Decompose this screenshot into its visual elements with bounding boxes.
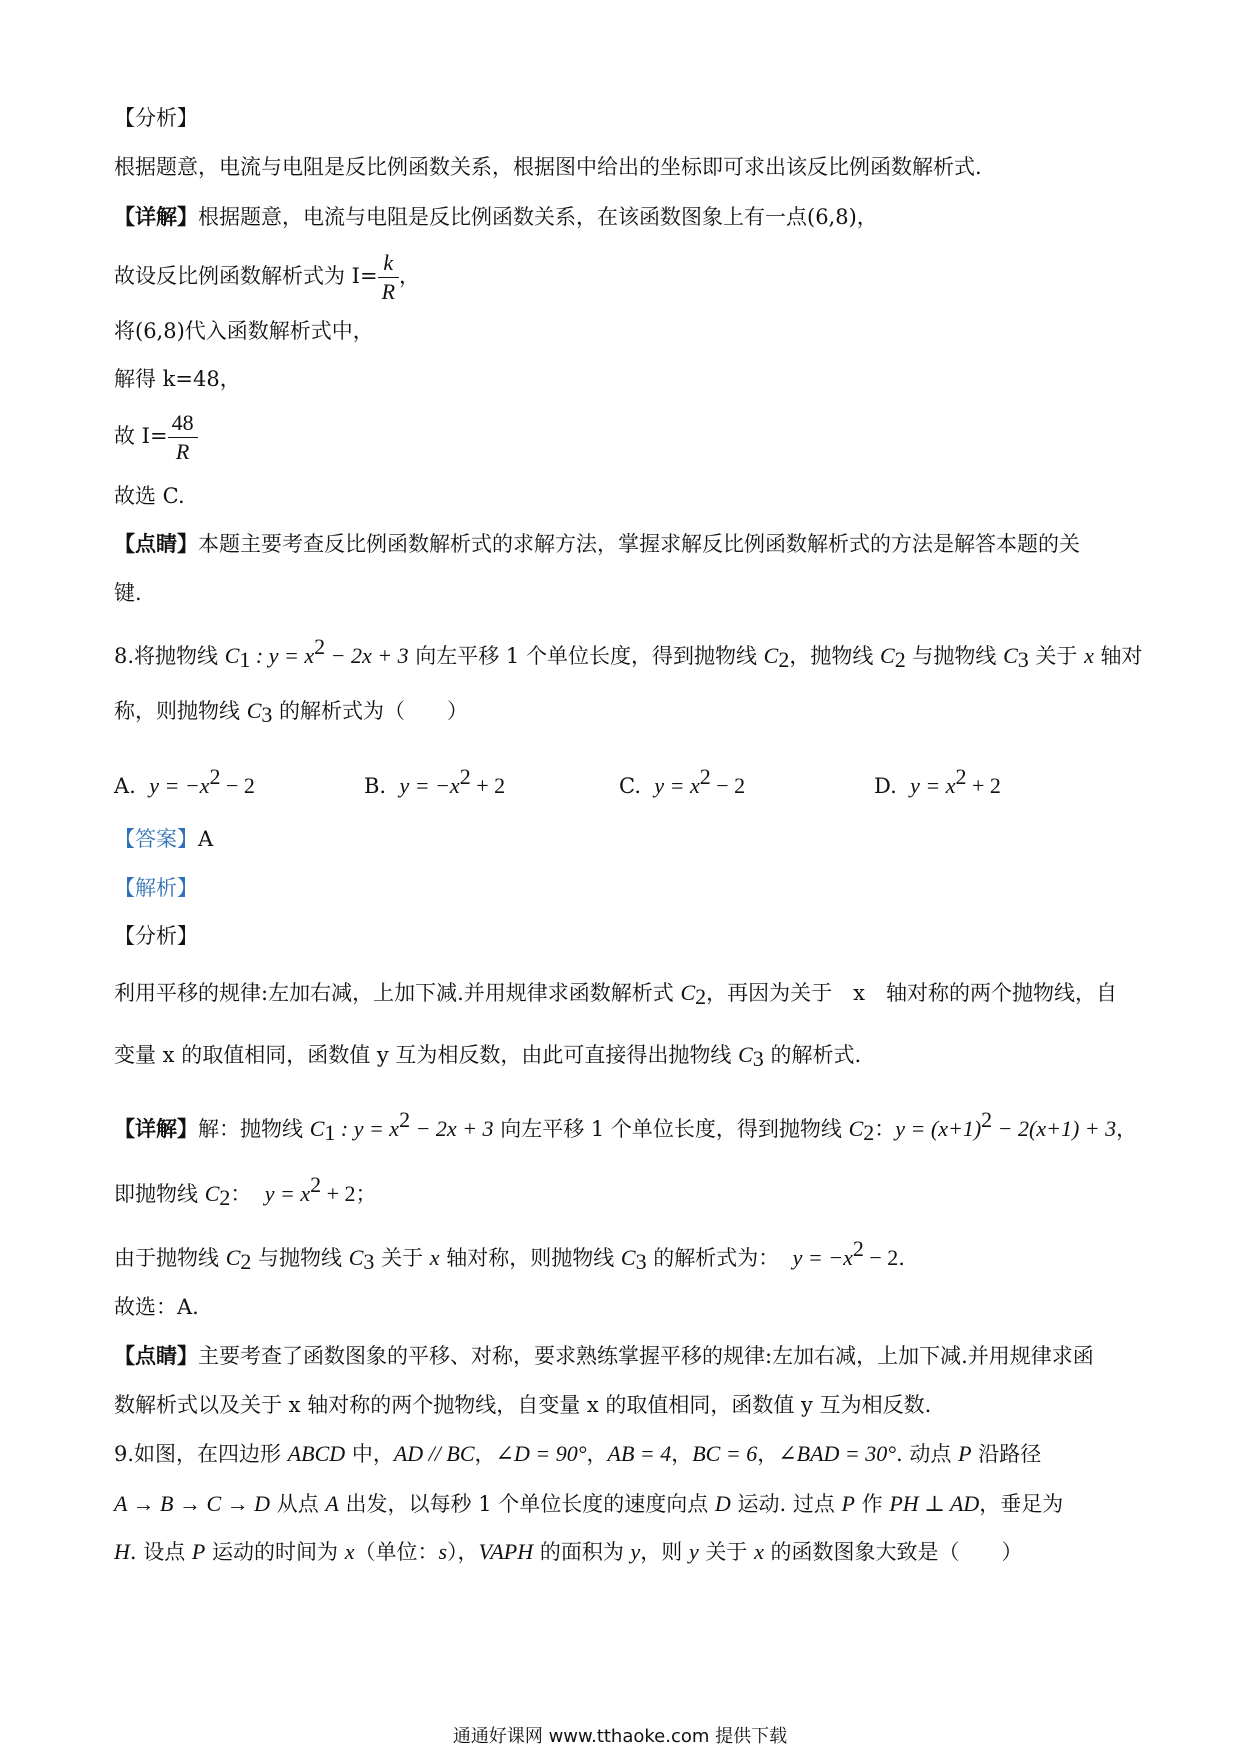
q8-comment-line-2: 数解析式以及关于 x 轴对称的两个抛物线，自变量 x 的取值相同，函数值 y 互为相反数. [114, 1393, 932, 1417]
q7-solve-line: 解得 k=48， [114, 367, 241, 391]
q9-stem-line-1: 9.如图，在四边形 ABCD 中，AD // BC，∠D = 90°，AB = 4，BC = 6，∠BAD = 30°. 动点 P 沿路径 [114, 1441, 1042, 1466]
q7-comment-line-2: 键. [114, 581, 142, 605]
q7-choose-line: 故选 C. [114, 484, 185, 508]
q7-set-function-line: 故设反比例函数解析式为 I= $\frac{k}{R}$ ， [114, 250, 421, 304]
q8-detail-line-2: 即抛物线 $C_2$： $y = x^2 + 2$； [114, 1172, 377, 1210]
q8-answer-value: A [198, 827, 214, 851]
q8-comment-line-1: 【点睛】主要考查了函数图象的平移、对称，要求熟练掌握平移的规律:左加右减，上加下减.并用规律求函 [114, 1343, 1094, 1368]
q8-analysis-line-1: 利用平移的规律:左加右减，上加下减.并用规律求函数解析式 $C_2$，再因为关于 x 轴对称的两个抛物线，自 [114, 980, 1117, 1009]
q7-substitute-line: 将(6,8)代入函数解析式中， [114, 319, 374, 343]
q7-comment-label: 【点睛】 [114, 531, 198, 556]
q8-choose-line: 故选：A. [114, 1295, 199, 1319]
q8-analysis-line-2: 变量 x 的取值相同，函数值 y 互为相反数，由此可直接得出抛物线 $C_3$ 的解析式. [114, 1042, 862, 1071]
q7-comment-line-1: 【点睛】本题主要考查反比例函数解析式的求解方法，掌握求解反比例函数解析式的方法是解答本题的关 [114, 531, 1080, 556]
q8-stem-line-2: 称，则抛物线 $C_3$ 的解析式为（ ） [114, 698, 469, 727]
q8-stem-line-1: 8.将抛物线 $C_1$ : $y = x^2 - 2x + 3$ 向左平移 1 个单位长度，得到抛物线 $C_2$，抛物线 $C_2$ 与抛物线 $C_3$ 关于 x 轴对 [114, 634, 1143, 672]
page-footer: 通通好课网 www.tthaoke.com 提供下载 [452, 1726, 788, 1747]
q8-detail-line-1: 【详解】解：抛物线 $C_1$ : $y = x^2 - 2x + 3$ 向左平移 1 个单位长度，得到抛物线 $C_2$：$y = (x+1)^2 - 2(x+1) + 3$， [114, 1107, 1138, 1145]
q9-stem-line-3: H. 设点 P 运动的时间为 x（单位：s），VAPH 的面积为 y，则 y 关于 x 的函数图象大致是（ ） [114, 1539, 1023, 1564]
q8-answer-label: 【答案】 [114, 827, 198, 851]
q7-result-line: 故 I= $\frac{48}{R}$ [114, 404, 198, 468]
q8-option-b[interactable]: B. $y = -x^2 + 2$ [364, 764, 506, 798]
q8-options-row [114, 764, 1114, 798]
q7-analysis-label: 【分析】 [114, 106, 198, 130]
q8-answer-line [114, 826, 213, 852]
q8-option-c[interactable]: C. $y = x^2 - 2$ [619, 764, 746, 798]
q7-analysis-text: 根据题意，电流与电阻是反比例函数关系，根据图中给出的坐标即可求出该反比例函数解析式. [114, 155, 982, 179]
q8-analysis-label: 【分析】 [114, 924, 198, 948]
q8-option-d[interactable]: D. $y = x^2 + 2$ [874, 764, 1001, 798]
q7-detail-line: 【详解】根据题意，电流与电阻是反比例函数关系，在该函数图象上有一点(6,8)， [114, 204, 878, 229]
q9-stem-line-2: A → B → C → D 从点 A 出发，以每秒 1 个单位长度的速度向点 D 运动. 过点 P 作 PH ⊥ AD，垂足为 [114, 1491, 1064, 1516]
q8-detail-line-3: 由于抛物线 $C_2$ 与抛物线 $C_3$ 关于 x 轴对称，则抛物线 $C_3$ 的解析式为： $y = -x^2 - 2$. [114, 1236, 905, 1274]
q8-option-a[interactable]: A. $y = -x^2 - 2$ [114, 764, 255, 798]
q8-explanation-label: 【解析】 [114, 876, 198, 900]
q8-detail-label: 【详解】 [114, 1116, 198, 1141]
q8-comment-label: 【点睛】 [114, 1343, 198, 1368]
fraction-48-over-r: $\frac{48}{R}$ [168, 409, 198, 466]
fraction-k-over-r: $\frac{k}{R}$ [378, 249, 399, 306]
q7-detail-label: 【详解】 [114, 204, 198, 229]
